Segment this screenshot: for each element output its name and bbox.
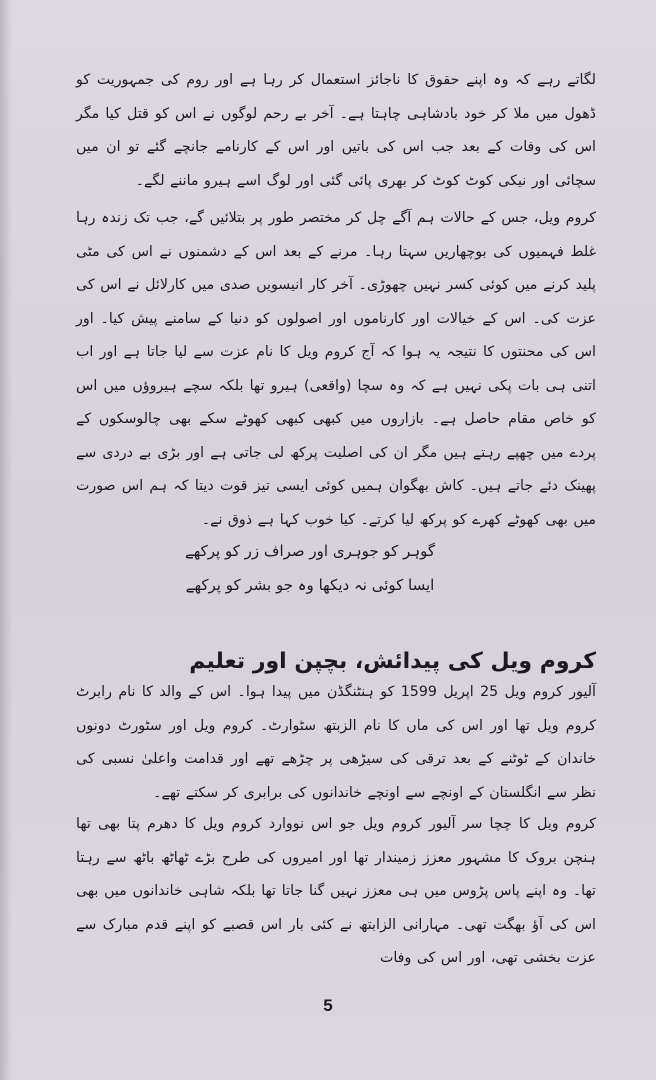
section-heading: کروم ویل کی پیدائش، بچپن اور تعلیم [189,649,596,674]
verse-line-1: گوہر کو جوہری اور صراف زر کو پرکھے [184,542,436,560]
paragraph-3 [76,676,596,810]
paragraph-text: آلیور کروم ویل 25 اپریل 1599 کو ہنٹنگڈن میں پیدا ہوا۔ اس کے والد کا نام رابرٹ کروم ویل تھا اور اس کی ماں کا نام الزبتھ سٹوارٹ۔ کروم ویل اور سٹورٹ دونوں خاندان کے ٹوٹنے کے بعد ترقی کی سیڑھی پر چڑھے تھے اور قدامت واعلیٰ نسبی کی نظر سے انگلستان کے اونچے سے اونچے خاندانوں کی برابری کر سکتے تھے۔ [76,684,596,801]
paragraph-text: کروم ویل، جس کے حالات ہم آگے چل کر مختصر طور پر بتلائیں گے، جب تک زندہ رہا غلط فہمیوں کی بوچھاریں سہتا رہا۔ مرنے کے بعد اس کے دشمنوں نے اس کی مٹی پلید کرنے میں کوئی کسر نہیں چھوڑی۔ آخر کار انیسویں صدی میں کارلائل نے اس کی عزت کی۔ اس کے خیالات اور کارناموں اور اصولوں کو دنیا کے سامنے پیش کیا۔ اور اس کی محنتوں کا نتیجہ یہ ہوا کہ آج کروم ویل کا نام عزت سے لیا جاتا ہے اور اب اتنی ہی بات پکی نہیں ہے کہ وہ سچا (واقعی) ہیرو تھا بلکہ سچے ہیروؤں میں اس کو خاص مقام حاصل ہے۔ بازاروں میں کبھی کبھی کھوٹے سکے بھی چالوسکوں کے پردے میں چھپے رہتے ہیں مگر ان کی اصلیت پرکھ لی جاتی ہے اور بڑی بے دردی سے پھینک دئے جاتے ہیں۔ کاش بھگوان ہمیں کوئی ایسی تیز قوت دیتا کہ ہم اس صورت میں بھی کھوٹے کھرے کو پرکھ لیا کرتے۔ کیا خوب کہا ہے ذوق نے۔ [76,210,596,528]
paragraph-text: لگاتے رہے کہ وہ اپنے حقوق کا ناجائز استعمال کر رہا ہے اور روم کی جمہوریت کو ڈھول میں ملا کر خود بادشاہی چاہتا ہے۔ آخر بے رحم لوگوں نے اس کو قتل کیا مگر اس کی وفات کے بعد جب اس کی باتیں اور اس کے کارنامے جانچے گئے تو ان میں سچائی اور نیکی کوٹ کوٹ کر بھری پائی گئی اور لوگ اسے ہیرو ماننے لگے۔ [76,72,596,189]
page-fold-shadow [0,0,12,1080]
paragraph-text: کروم ویل کا چچا سر آلیور کروم ویل جو اس نووارد کروم ویل کا دھرم پتا بھی تھا ہنچن بروک کا مشہور معزز زمیندار تھا اور امیروں کی طرح بڑے ٹھاٹھ باٹھ سے رہتا تھا۔ وہ اپنے پاس پڑوس میں ہی معزز نہیں گنا جاتا تھا بلکہ شاہی خاندانوں میں بھی اس کی آؤ بھگت تھی۔ مہارانی الزابتھ نے کئی بار اس قصبے کو اپنے قدم مبارک سے عزت بخشی تھی، اور اس کی وفات [76,816,596,966]
verse-couplet [150,534,470,602]
paragraph-2 [76,202,596,537]
verse-line-2: ایسا کوئی نہ دیکھا وہ جو بشر کو پرکھے [185,576,435,594]
paragraph-1 [76,64,596,198]
paragraph-4 [76,808,596,976]
page-number: 5 [323,996,333,1015]
